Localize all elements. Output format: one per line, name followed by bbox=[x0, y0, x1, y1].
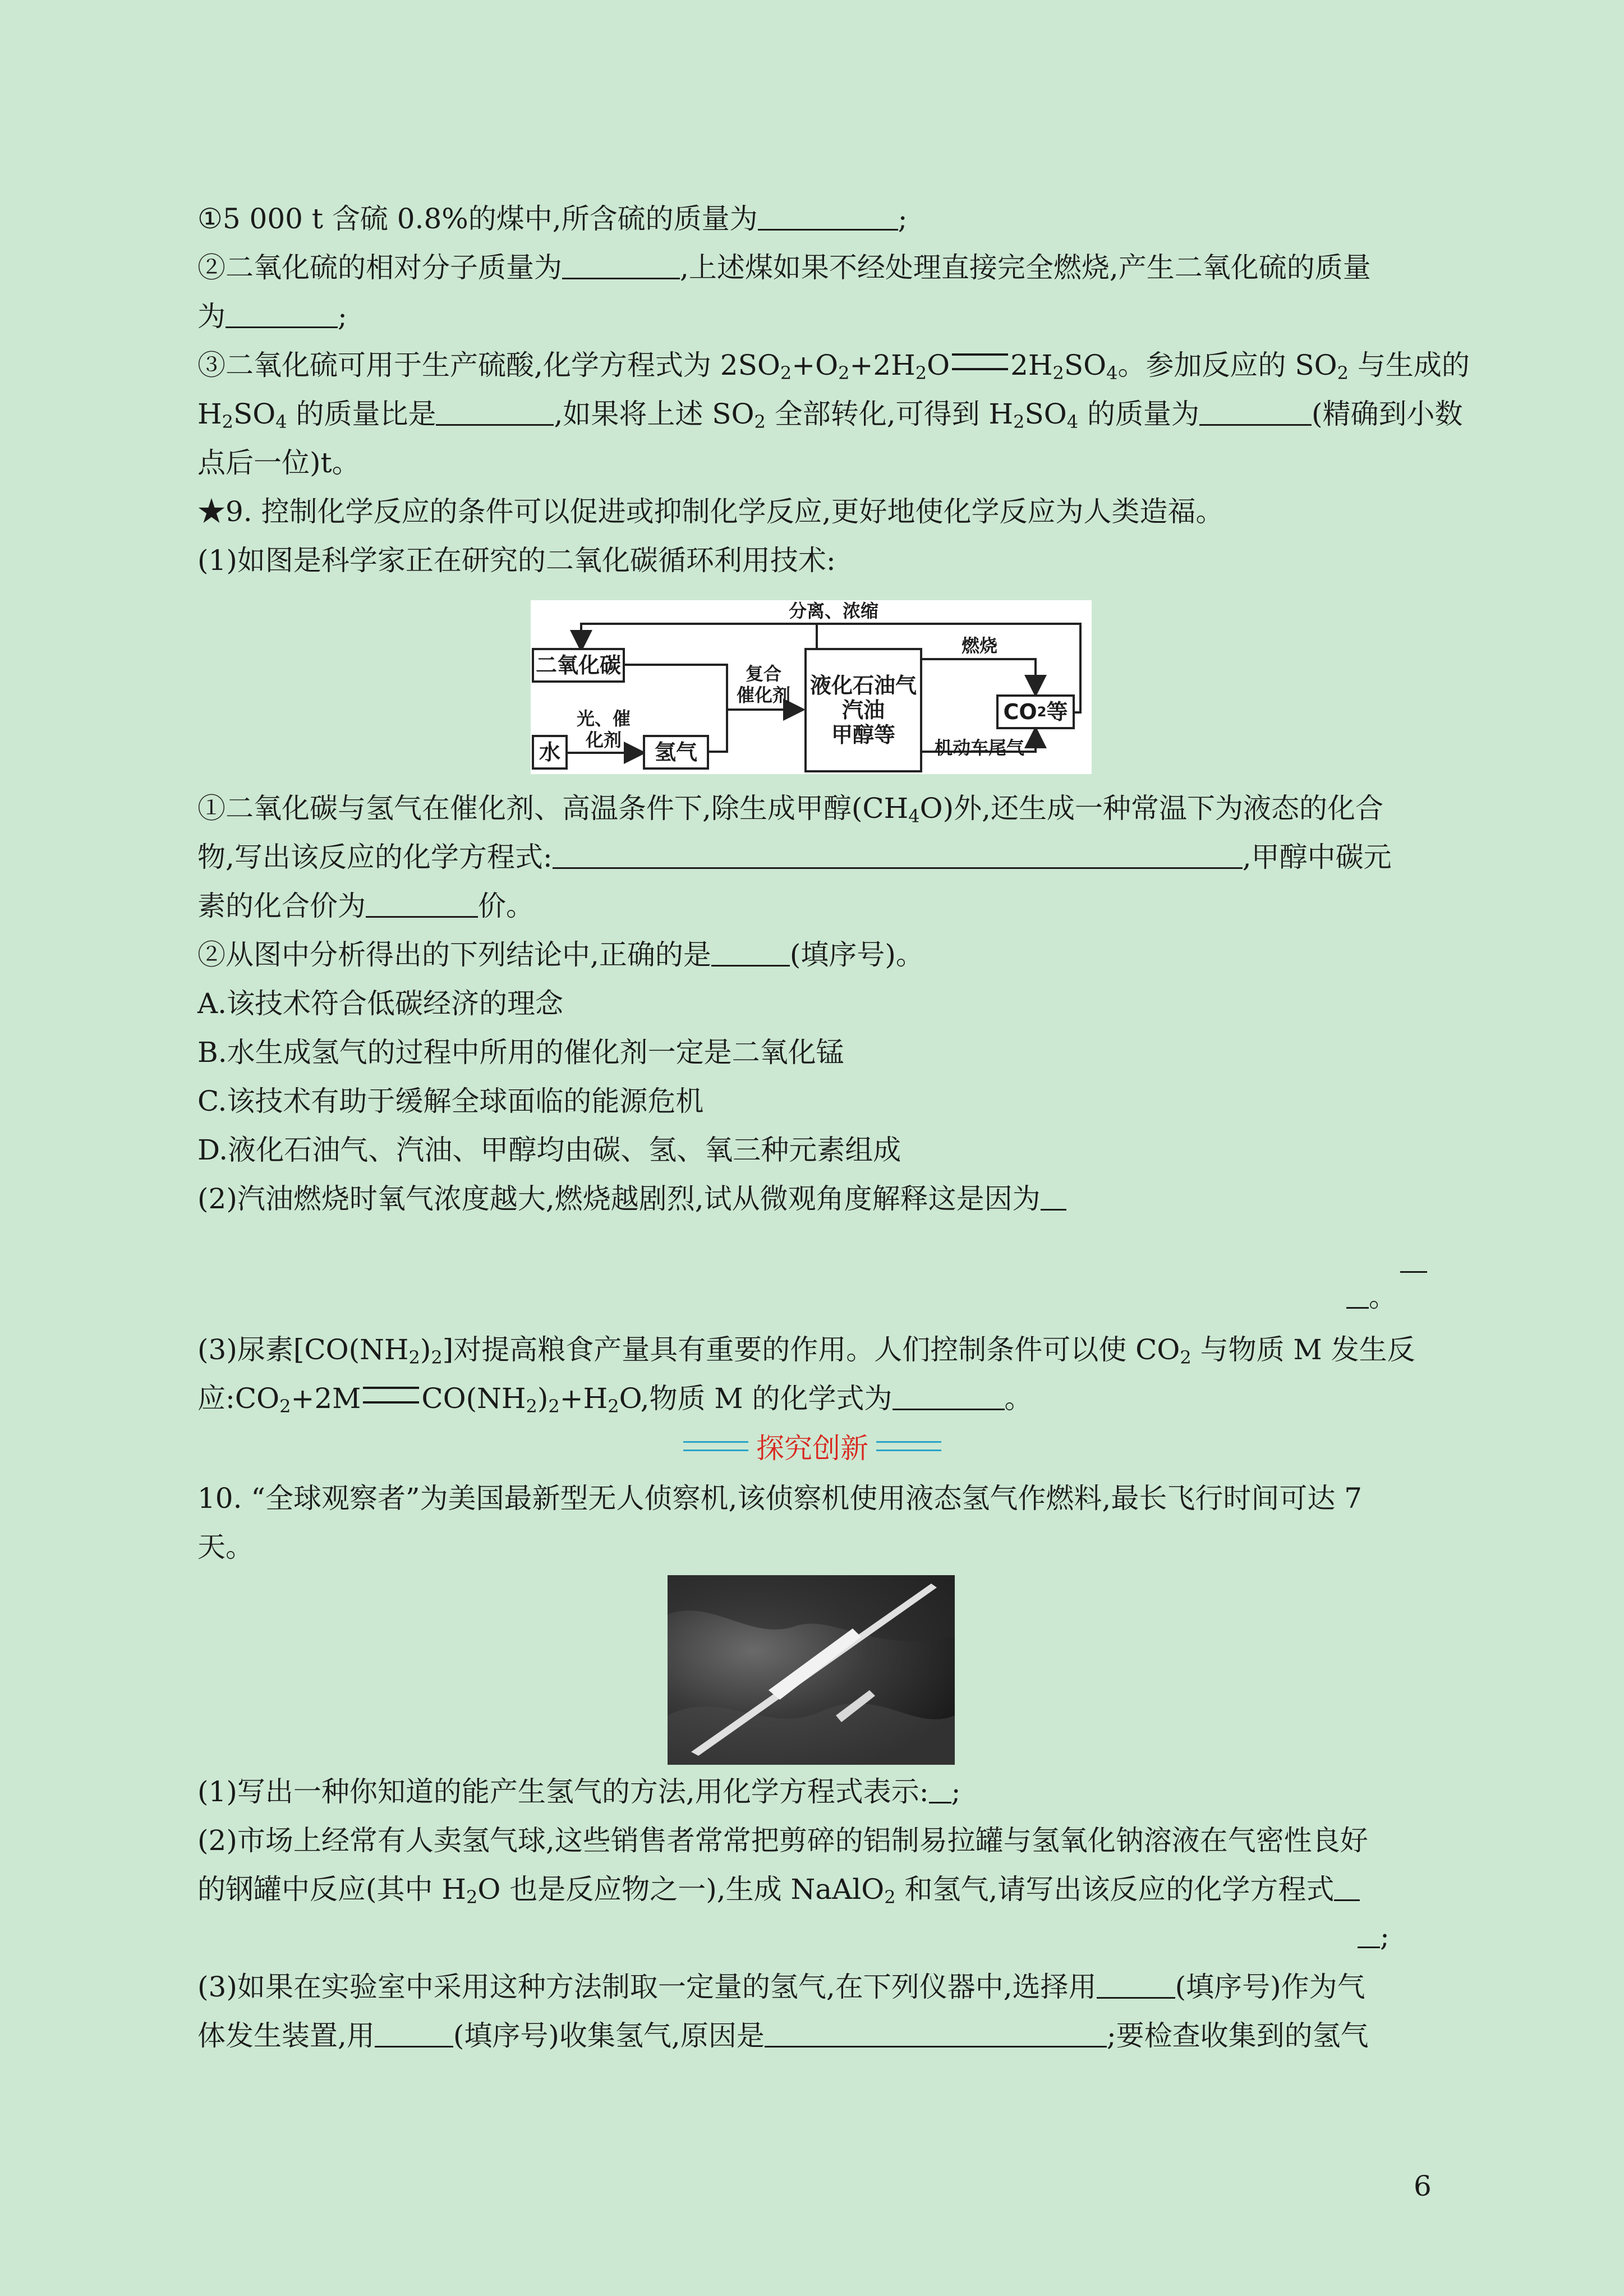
box-hydrogen: 氢气 bbox=[643, 735, 709, 770]
answer-blank[interactable] bbox=[562, 252, 680, 279]
answer-blank[interactable] bbox=[758, 203, 898, 231]
q8-line-4: ③二氧化硫可用于生产硫酸,化学方程式为 $2SO_2+O_2+2H_2O$ $2H_2SO_4$。参加反应的 $SO_2$ 与生成的 bbox=[197, 349, 1470, 384]
answer-blank[interactable] bbox=[765, 2020, 1107, 2047]
section-banner bbox=[683, 1428, 941, 1464]
answer-blank[interactable] bbox=[226, 301, 338, 328]
box-fuels: 液化石油气 汽油 甲醇等 bbox=[804, 648, 922, 772]
option-c: C.该技术有助于缓解全球面临的能源危机 bbox=[197, 1085, 704, 1117]
q9-title: ★9. 控制化学反应的条件可以促进或抑制化学反应,更好地使化学反应为人类造福。 bbox=[197, 495, 1224, 528]
option-d: D.液化石油气、汽油、甲醇均由碳、氢、氧三种元素组成 bbox=[197, 1134, 901, 1166]
answer-blank[interactable] bbox=[1199, 398, 1312, 426]
q10-part-2-line-2: 的钢罐中反应(其中 $H_2O$ 也是反应物之一),生成 NaAlO$_2$ 和氢气,请写出该反应的化学方程式 bbox=[197, 1872, 1360, 1914]
q8-line-2: ②二氧化硫的相对分子质量为 ,上述煤如果不经处理直接完全燃烧,产生二氧化硫的质量 bbox=[197, 251, 1371, 284]
label-light-catalyst: 光、催 化剂 bbox=[576, 708, 631, 751]
label-separate-concentrate: 分离、浓缩 bbox=[788, 600, 878, 622]
q10-part-2-line-1: (2)市场上经常有人卖氢气球,这些销售者常常把剪碎的铝制易拉罐与氢氧化钠溶液在气密性良好 bbox=[197, 1824, 1368, 1857]
answer-blank[interactable] bbox=[892, 1383, 1005, 1410]
q10-line-2: 天。 bbox=[197, 1531, 254, 1563]
q10-part-1: (1)写出一种你知道的能产生氢气的方法,用化学方程式表示: ; bbox=[197, 1775, 961, 1808]
q10-part-3-line-2: 体发生装置,用 (填序号)收集氢气,原因是 ;要检查收集到的氢气 bbox=[197, 2019, 1369, 2052]
answer-blank[interactable] bbox=[1346, 1281, 1369, 1309]
q10-part-3-line-1: (3)如果在实验室中采用这种方法制取一定量的氢气,在下列仪器中,选择用 (填序号)作为气 bbox=[197, 1971, 1365, 2003]
equals-sign bbox=[363, 1387, 419, 1404]
q10-line-1: 10. “全球观察者”为美国最新型无人侦察机,该侦察机使用液态氢气作燃料,最长飞行时间可达 7 bbox=[197, 1482, 1363, 1515]
equals-sign bbox=[952, 353, 1008, 370]
q8-line-6: 点后一位)t。 bbox=[197, 447, 360, 479]
answer-blank[interactable] bbox=[553, 841, 1243, 869]
banner-right-rule bbox=[876, 1441, 941, 1451]
answer-blank[interactable] bbox=[711, 939, 790, 967]
answer-blank-continued[interactable] bbox=[1400, 1244, 1427, 1278]
q10-part-2-end: ; bbox=[1358, 1920, 1390, 1953]
answer-blank[interactable] bbox=[1097, 1971, 1175, 1999]
banner-left-rule bbox=[683, 1441, 748, 1451]
q8-line-5: $H_2SO_4$ 的质量比是 ,如果将上述 $SO_2$ 全部转化,可得到 $H_2SO_4$ 的质量为 (精确到小数 bbox=[197, 398, 1463, 432]
section-title: 探究创新 bbox=[756, 1432, 868, 1465]
label-burning: 燃烧 bbox=[961, 635, 997, 656]
option-a: A.该技术符合低碳经济的理念 bbox=[197, 987, 564, 1020]
q9-sub1-line-1: ①二氧化碳与氢气在催化剂、高温条件下,除生成甲醇$(CH_4O)$外,还生成一种常温下为液态的化合 bbox=[197, 792, 1384, 827]
box-water: 水 bbox=[532, 735, 568, 770]
answer-blank[interactable] bbox=[1041, 1183, 1066, 1211]
q9-sub1-line-2: 物,写出该反应的化学方程式: ,甲醇中碳元 bbox=[197, 841, 1392, 873]
q9-sub1-line-3: 素的化合价为 价。 bbox=[197, 890, 534, 922]
box-co2-etc: CO 2 等 bbox=[996, 694, 1075, 729]
answer-blank[interactable] bbox=[436, 398, 554, 426]
label-vehicle-exhaust: 机动车尾气 bbox=[934, 737, 1024, 758]
answer-blank[interactable] bbox=[366, 890, 478, 918]
q9-part-3-line-2: 应$:CO_2+2M$ $CO(NH_2)_2+H_2O$,物质 M 的化学式为 。 bbox=[197, 1382, 1033, 1417]
q9-part-1: (1)如图是科学家正在研究的二氧化碳循环利用技术: bbox=[197, 544, 836, 577]
aircraft-image bbox=[668, 1575, 955, 1765]
box-carbon-dioxide: 二氧化碳 bbox=[532, 648, 625, 683]
uav-photo bbox=[668, 1575, 955, 1765]
q8-line-3: 为 ; bbox=[197, 300, 347, 333]
answer-blank[interactable] bbox=[929, 1776, 951, 1803]
q9-part-2-end: 。 bbox=[1346, 1280, 1397, 1314]
option-b: B.水生成氢气的过程中所用的催化剂一定是二氧化锰 bbox=[197, 1036, 844, 1069]
answer-blank[interactable] bbox=[1334, 1874, 1360, 1901]
answer-blank[interactable] bbox=[1358, 1921, 1380, 1948]
q8-line-1: ①5 000 t 含硫 0.8%的煤中,所含硫的质量为 ; bbox=[197, 203, 908, 235]
q9-sub2-line: ②从图中分析得出的下列结论中,正确的是 (填序号)。 bbox=[197, 938, 924, 971]
label-composite-catalyst: 复合 催化剂 bbox=[736, 663, 790, 706]
page-number: 6 bbox=[1414, 2170, 1432, 2202]
co2-cycle-diagram bbox=[531, 600, 1092, 774]
q9-part-2: (2)汽油燃烧时氧气浓度越大,燃烧越剧烈,试从微观角度解释这是因为 bbox=[197, 1182, 1066, 1216]
q9-part-3-line-1: (3)尿素$[CO(NH_2)_2]$对提高粮食产量具有重要的作用。人们控制条件可以使 $CO_2$ 与物质 M 发生反 bbox=[197, 1333, 1415, 1368]
answer-blank[interactable] bbox=[375, 2020, 453, 2047]
